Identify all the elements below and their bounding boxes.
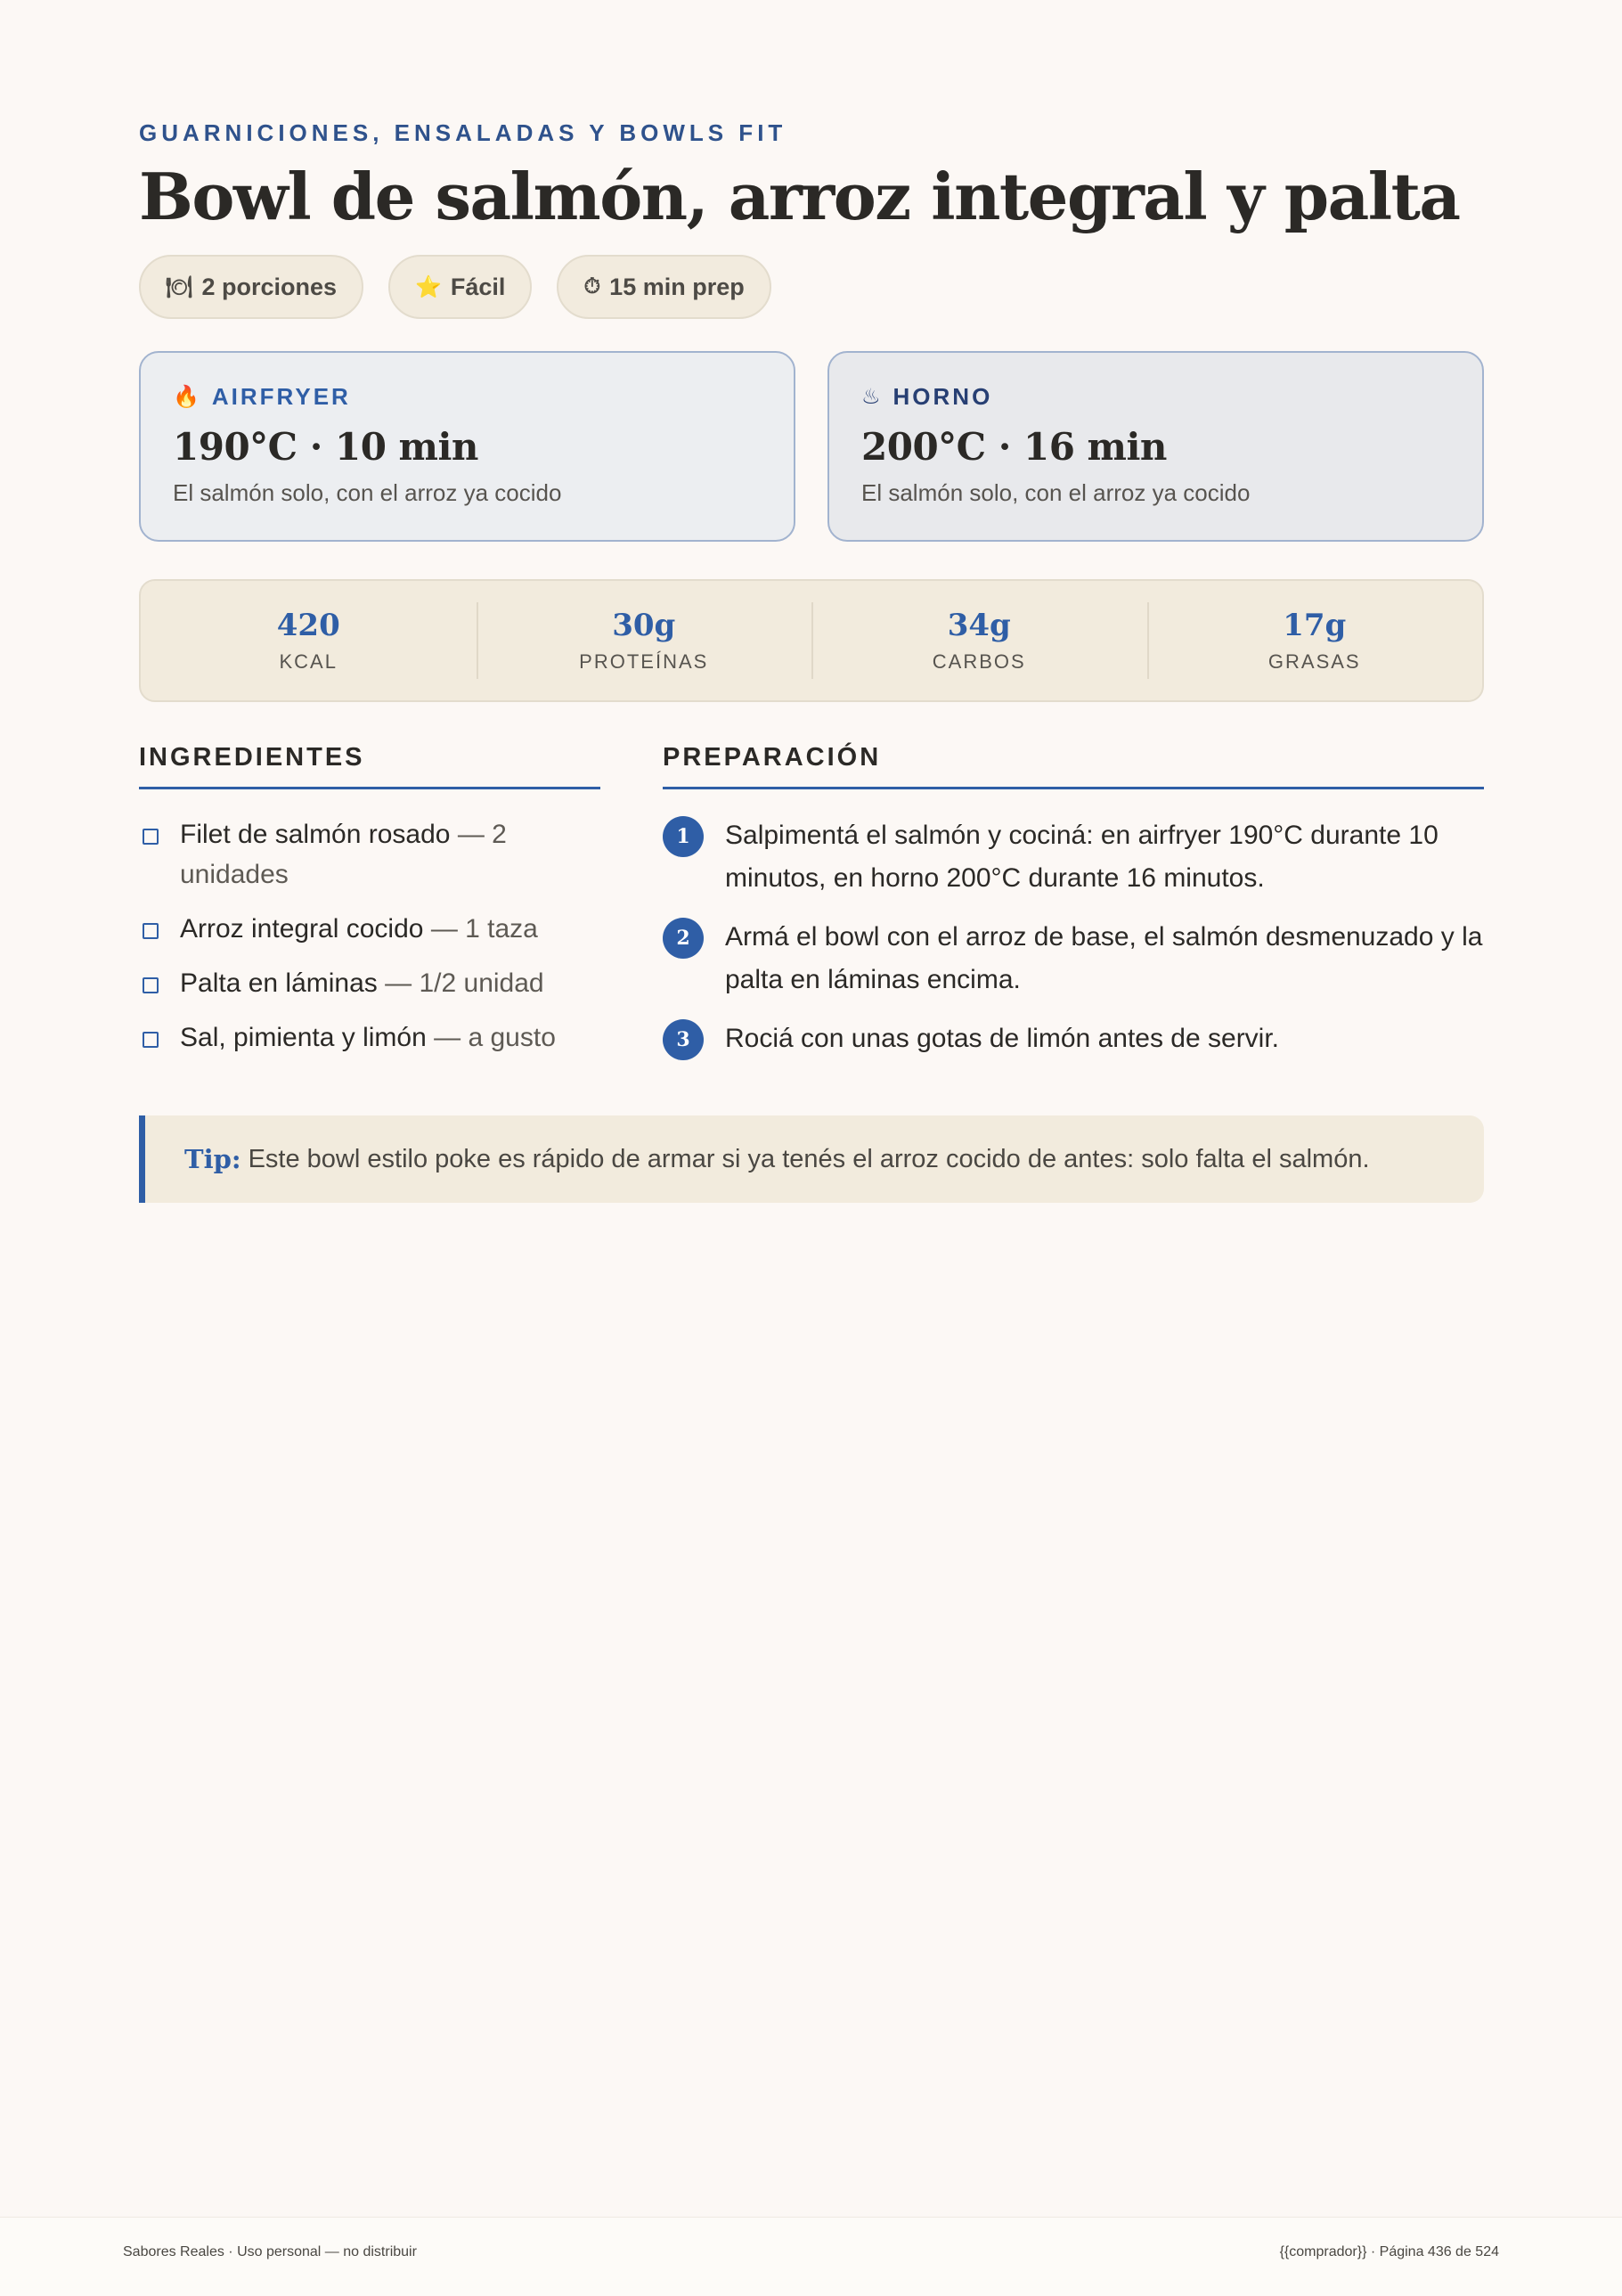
ingredient-item[interactable] (139, 1017, 600, 1058)
horno-value: 200°C · 16 min (861, 425, 1167, 469)
prep-time-pill (557, 255, 770, 319)
step-number: 2 (663, 918, 704, 959)
step-number: 1 (663, 816, 704, 857)
ingredient-qty: — 2 unidades (180, 820, 507, 889)
nutrition-fat (1147, 602, 1483, 679)
ingredients-heading: INGREDIENTES (139, 743, 600, 789)
airfryer-card (139, 351, 795, 542)
nutrition-label: GRASAS (1267, 650, 1361, 673)
ingredient-qty: — 1 taza (430, 914, 538, 944)
ingredient-name: Palta en láminas (180, 968, 378, 998)
cooking-methods (139, 351, 1484, 542)
nutrition-label: PROTEÍNAS (579, 650, 709, 673)
nutrition-protein (477, 602, 812, 679)
ingredients-section (139, 743, 600, 1072)
nutrition-value: 420 (276, 608, 340, 643)
preparation-heading: PREPARACIÓN (663, 743, 1484, 789)
airfryer-label: AIRFRYER (211, 383, 351, 410)
nutrition-label: CARBOS (932, 650, 1026, 673)
stopwatch-icon: ⏱ (583, 274, 601, 298)
tip-box (139, 1115, 1484, 1203)
step-number: 3 (663, 1019, 704, 1060)
ingredient-qty: — 1/2 unidad (385, 968, 544, 998)
checkbox-icon[interactable] (143, 923, 159, 939)
nutrition-label: KCAL (279, 650, 338, 673)
difficulty-label: Fácil (450, 273, 506, 300)
checkbox-icon[interactable] (143, 977, 159, 993)
airfryer-value: 190°C · 10 min (173, 425, 478, 469)
step-item (663, 814, 1484, 900)
nutrition-value: 17g (1283, 608, 1347, 643)
horno-card (827, 351, 1484, 542)
servings-pill (139, 255, 363, 319)
ingredient-name: Sal, pimienta y limón (180, 1023, 427, 1052)
horno-note: El salmón solo, con el arroz ya cocido (861, 479, 1251, 506)
step-item (663, 916, 1484, 1001)
footer-right: {{comprador}} · Página 436 de 524 (1279, 2244, 1499, 2259)
ingredient-name: Arroz integral cocido (180, 914, 424, 944)
page-title: Bowl de salmón, arroz integral y palta (139, 159, 1460, 234)
ingredient-name: Filet de salmón rosado (180, 820, 451, 849)
ingredient-item[interactable] (139, 814, 600, 895)
step-text: Armá el bowl con el arroz de base, el salmón desmenuzado y la palta en láminas encima. (725, 922, 1483, 994)
plate-icon: 🍽 (166, 274, 193, 299)
horno-label: HORNO (893, 383, 993, 410)
star-icon: ⭐ (415, 274, 442, 299)
steps-list (663, 814, 1484, 1060)
ingredient-item[interactable] (139, 963, 600, 1003)
footer-left: Sabores Reales · Uso personal — no distribuir (123, 2244, 417, 2259)
tip-label: Tip: (184, 1144, 241, 1174)
step-text: Rociá con unas gotas de limón antes de servir. (725, 1024, 1280, 1053)
nutrition-carbs (811, 602, 1147, 679)
category-label: GUARNICIONES, ENSALADAS Y BOWLS FIT (139, 119, 787, 146)
ingredients-list (139, 814, 600, 1058)
recipe-meta (139, 255, 771, 319)
nutrition-kcal (141, 602, 477, 679)
step-text: Salpimentá el salmón y cociná: en airfryer 190°C durante 10 minutos, en horno 200°C durante 16 minutos. (725, 821, 1439, 893)
page-footer (0, 2217, 1622, 2296)
ingredient-item[interactable] (139, 909, 600, 949)
checkbox-icon[interactable] (143, 1032, 159, 1048)
nutrition-value: 30g (612, 608, 676, 643)
prep-time-label: 15 min prep (609, 273, 745, 300)
ingredient-qty: — a gusto (434, 1023, 556, 1052)
checkbox-icon[interactable] (143, 829, 159, 845)
preparation-section (663, 743, 1484, 1076)
tip-text: Este bowl estilo poke es rápido de armar si ya tenés el arroz cocido de antes: solo falta el salmón. (248, 1144, 1370, 1173)
step-item (663, 1017, 1484, 1060)
airfryer-note: El salmón solo, con el arroz ya cocido (173, 479, 562, 506)
difficulty-pill (388, 255, 532, 319)
nutrition-value: 34g (947, 608, 1011, 643)
servings-label: 2 porciones (201, 273, 338, 300)
fire-icon: 🔥 (173, 385, 200, 409)
hot-springs-icon: ♨ (861, 385, 881, 409)
nutrition-bar (139, 579, 1484, 702)
